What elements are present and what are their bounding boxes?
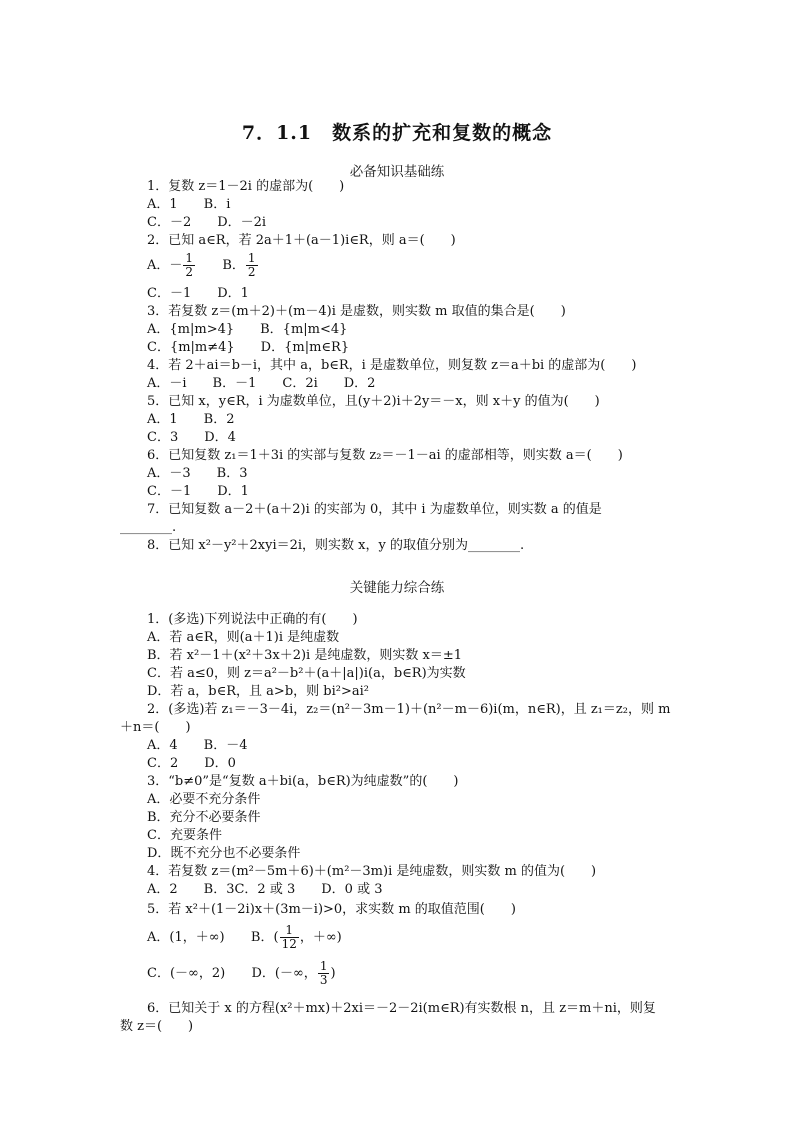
option-line: C．充要条件 (147, 828, 222, 843)
section-heading-ability: 关键能力综合练 (349, 580, 445, 596)
option-line: A．－3 B．3 (147, 466, 248, 481)
option-line: A．2 B．3C．2 或 3 D．0 或 3 (147, 882, 383, 897)
question-line: 3．若复数 z＝(m＋2)＋(m－4)i 是虚数，则实数 m 取值的集合是( ) (147, 304, 566, 319)
option-line: C．－1 D．1 (147, 484, 249, 499)
option-line: A．1 B．i (147, 197, 231, 212)
option-line: A．若 a∈R，则(a＋1)i 是纯虚数 (147, 630, 340, 645)
option-line: D．若 a，b∈R，且 a>b，则 bi²>ai² (147, 684, 369, 699)
question-line: 6．已知关于 x 的方程(x²＋mx)＋2xi＝－2－2i(m∈R)有实数根 n，且 z＝m＋ni，则复 (147, 1001, 656, 1016)
option-line: B．充分不必要条件 (147, 810, 261, 825)
option-line: A．－i B．－1 C．2i D．2 (147, 376, 376, 391)
option-line: B．若 x²－1＋(x²＋3x＋2)i 是纯虚数，则实数 x＝±1 (147, 648, 462, 663)
question-line: 5．已知 x，y∈R，i 为虚数单位，且(y＋2)i＋2y＝－x，则 x＋y 的值为( ) (147, 394, 600, 409)
option-line: A．4 B．－4 (147, 738, 248, 753)
question-line: 3．“b≠0”是“复数 a＋bi(a，b∈R)为纯虚数”的( ) (147, 774, 459, 789)
option-line: C．{m|m≠4} D．{m|m∈R} (147, 340, 350, 355)
option-line: C．－2 D．－2i (147, 215, 267, 230)
option-line: C．2 D．0 (147, 756, 236, 771)
option-line-fractions: C．(－∞，2) D．(－∞， $\frac{1}{3}$ ) (147, 959, 336, 987)
option-line: A．必要不充分条件 (147, 792, 261, 807)
answer-blank-line: ________. (120, 520, 177, 535)
question-line: 8．已知 x²－y²＋2xyi＝2i，则实数 x，y 的取值分别为________. (147, 538, 525, 553)
option-line: D．既不充分也不必要条件 (147, 846, 301, 861)
fraction: $\frac{1}{12}$ (281, 923, 297, 951)
question-line: 4．若 2＋ai＝b－i，其中 a，b∈R，i 是虚数单位，则复数 z＝a＋bi 的虚部为( ) (147, 358, 637, 373)
option-line: C．若 a≤0，则 z＝a²－b²＋(a＋|a|)i(a，b∈R)为实数 (147, 666, 466, 681)
question-line: 2．已知 a∈R，若 2a＋1＋(a－1)i∈R，则 a＝( ) (147, 233, 456, 248)
fraction: $\frac{1}{2}$ (247, 251, 256, 279)
fraction: $\frac{1}{3}$ (319, 959, 328, 987)
section-heading-basic: 必备知识基础练 (349, 164, 445, 180)
question-line: 6．已知复数 z₁＝1＋3i 的实部与复数 z₂＝－1－ai 的虚部相等，则实数 a＝( ) (147, 448, 623, 463)
question-line: 5．若 x²＋(1－2i)x＋(3m－i)>0，求实数 m 的取值范围( ) (147, 902, 516, 917)
question-line: 1．复数 z＝1－2i 的虚部为( ) (147, 179, 345, 194)
fraction: $\frac{1}{2}$ (185, 251, 194, 279)
option-line: A．{m|m>4} B．{m|m<4} (147, 322, 348, 337)
question-line: 1．(多选)下列说法中正确的有( ) (147, 612, 358, 627)
page-title: 7．1.1 数系的扩充和复数的概念 (241, 122, 553, 144)
question-line: 7．已知复数 a－2＋(a＋2)i 的实部为 0，其中 i 为虚数单位，则实数 a 的值是 (147, 502, 602, 517)
option-line: A．1 B．2 (147, 412, 235, 427)
option-b-label: B．( (250, 930, 279, 945)
question-line: 4．若复数 z＝(m²－5m＋6)＋(m²－3m)i 是纯虚数，则实数 m 的值为( ) (147, 864, 597, 879)
option-line: C．－1 D．1 (147, 286, 249, 301)
option-line-fractions: A．(1，＋∞) B．( $\frac{1}{12}$ ，＋∞) (147, 923, 342, 951)
question-line: 2．(多选)若 z₁＝－3－4i，z₂＝(n²－3m－1)＋(n²－m－6)i(m，n∈R)，且 z₁＝z₂，则 m (147, 702, 671, 717)
option-line-fractions (147, 252, 259, 279)
option-a-label: A．－ (147, 258, 183, 273)
option-a-text: A．(1，＋∞) (147, 930, 225, 945)
option-line: C．3 D．4 (147, 430, 236, 445)
option-b-label: B． (222, 258, 245, 273)
question-continuation: ＋n＝( ) (120, 720, 191, 735)
option-d-label: D．(－∞， (251, 966, 317, 981)
option-c-text: C．(－∞，2) (147, 966, 226, 981)
question-continuation: 数 z＝( ) (120, 1019, 194, 1034)
